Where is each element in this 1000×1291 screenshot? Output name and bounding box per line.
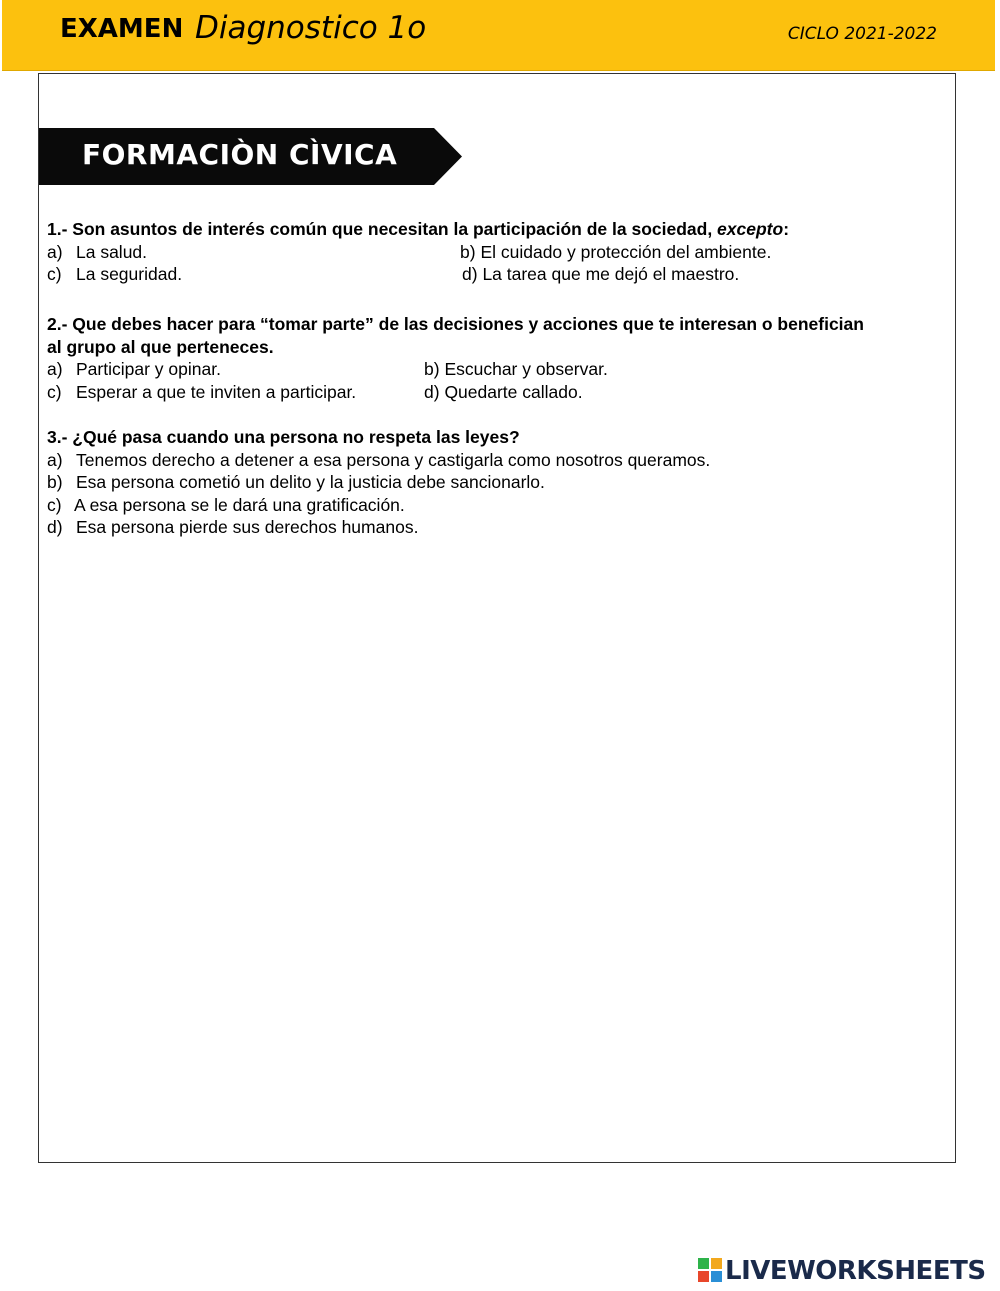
question-3-option-a[interactable] [47, 449, 952, 472]
question-1-row-1 [47, 241, 952, 264]
question-2-title-line-1: 2.- Que debes hacer para “tomar parte” de las decisiones y acciones que te interesan o benefician [47, 314, 864, 334]
question-2-option-b[interactable] [424, 358, 608, 381]
question-2 [47, 313, 952, 403]
section-title: FORMACIÒN CÌVICA [82, 138, 398, 171]
question-1-title-end: : [783, 219, 790, 239]
question-2-option-c[interactable] [47, 381, 356, 404]
option-label: b) [460, 241, 476, 262]
question-1-title [47, 218, 952, 241]
exam-header [2, 0, 995, 71]
question-2-row-2 [47, 381, 952, 404]
question-1-option-d[interactable] [462, 263, 739, 286]
question-3-option-b[interactable] [47, 471, 952, 494]
option-label: a) [47, 449, 63, 470]
option-label: b) [47, 472, 63, 492]
question-3-option-c[interactable] [47, 494, 952, 517]
option-label: b) [424, 359, 440, 379]
option-label: a) [47, 359, 63, 379]
question-1-title-emphasis: excepto [717, 219, 784, 239]
option-text: Esa persona cometió un delito y la justicia debe sancionarlo. [76, 472, 545, 492]
option-label: d) [462, 264, 478, 284]
option-text: A esa persona se le dará una gratificación. [74, 494, 405, 515]
question-1-option-b[interactable] [460, 241, 771, 264]
question-2-title-line-2: al grupo al que perteneces. [47, 336, 274, 357]
option-label: c) [47, 381, 62, 402]
section-banner [39, 128, 462, 185]
option-text: La seguridad. [76, 264, 183, 284]
question-3-option-d[interactable] [47, 516, 952, 539]
option-text: Tenemos derecho a detener a esa persona y castigarla como nosotros queramos. [76, 449, 711, 470]
option-text: La tarea que me dejó el maestro. [482, 264, 740, 284]
question-1 [47, 218, 952, 286]
option-text: Esa persona pierde sus derechos humanos. [76, 517, 419, 537]
question-1-option-c[interactable] [47, 263, 182, 286]
diagnostic-title: Diagnostico 1o [195, 10, 427, 46]
question-1-option-a[interactable] [47, 241, 147, 264]
option-text: El cuidado y protección del ambiente. [480, 241, 772, 262]
option-label: c) [47, 494, 62, 515]
option-text: Quedarte callado. [444, 381, 583, 402]
option-text: Participar y opinar. [76, 359, 221, 379]
question-2-option-a[interactable] [47, 358, 221, 381]
question-1-row-2 [47, 263, 952, 286]
option-text: La salud. [76, 241, 148, 262]
question-1-title-main: 1.- Son asuntos de interés común que necesitan la participación de la sociedad, [47, 219, 718, 239]
school-cycle: CICLO 2021-2022 [787, 24, 937, 44]
option-text: Esperar a que te inviten a participar. [76, 381, 357, 402]
logo-blocks-icon [698, 1258, 724, 1282]
option-label: a) [47, 241, 63, 262]
question-2-option-d[interactable] [424, 381, 583, 404]
option-text: Escuchar y observar. [444, 359, 608, 379]
option-label: c) [47, 264, 62, 284]
question-3-title: 3.- ¿Qué pasa cuando una persona no respeta las leyes? [47, 427, 520, 447]
worksheet-frame [38, 73, 956, 1163]
option-label: d) [47, 517, 63, 537]
question-2-row-1 [47, 358, 952, 381]
logo-text: LIVEWORKSHEETS [725, 1256, 986, 1286]
question-3 [47, 426, 952, 539]
option-label: d) [424, 381, 440, 402]
exam-label: EXAMEN [60, 14, 184, 44]
